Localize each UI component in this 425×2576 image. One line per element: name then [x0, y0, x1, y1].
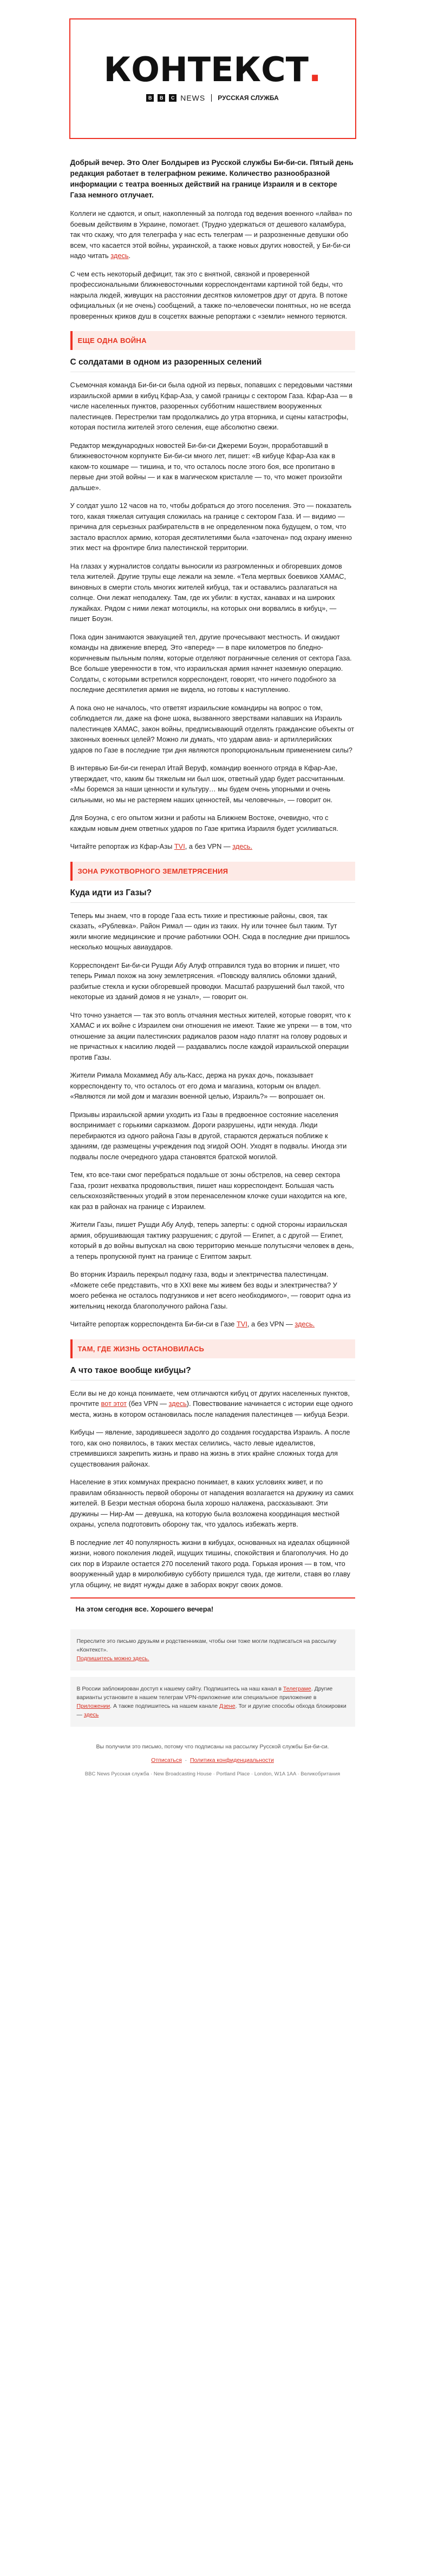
- section-2-paragraph-3: Что точно узнается — так это вопль отчаяния местных жителей, которые говорят, что к ХАМАС и их войне с Израилем они отношения не имеют. Такие же упреки — в том, что отношение за акции палестинских радикалов разом надо платят на голову родовых и не причастных к насилию людей — раздавались после каждой израильской операции против Газы.: [70, 1010, 352, 1061]
- section-heading-3: ТАМ, ГДЕ ЖИЗНЬ ОСТАНОВИЛАСЬ: [70, 1339, 355, 1358]
- section-1-paragraph-1: Съемочная команда Би-би-си была одной из первых, попавших с передовыми частями израильской армии в кибуц Кфар-Аза, у самой границы с сектором Газа. Кфар-Аза — в числе населенных пунктов, разоренных субботним нашествием вооруженных палестинцев. Перестрелки там продолжались до утра вторника, и сцены катастрофы, которая постигла жителей этого селения, еще абсолютно свежи.: [70, 381, 353, 431]
- section-heading-1: ЕЩЕ ОДНА ВОЙНА: [70, 331, 355, 350]
- logo-text: КОНТЕКСТ: [103, 50, 309, 89]
- logo-dot: .: [308, 50, 322, 89]
- section-2-paragraph-1: Теперь мы знаем, что в городе Газа есть тихие и престижные районы, своя, так сказать, «Рублевка». Район Римал — один из таких. Ну или точнее был таким. Тут жили многие медицинские и прочие работники ООН. Сюда в последние дни пришлось несколько мощных авиаударов.: [70, 911, 350, 951]
- masthead: [69, 18, 356, 139]
- bbc-separator: [211, 94, 212, 102]
- subscribe-link[interactable]: Подпишитесь можно здесь.: [76, 1655, 149, 1662]
- section-2-read-more: Читайте репортаж корреспондента Би-би-си в Газе TVI, а без VPN — здесь.: [70, 1320, 315, 1328]
- section-title-3: А что такое вообще кибуцы?: [70, 1366, 355, 1381]
- section-3-paragraph-3: Население в этих коммунах прекрасно понимает, в каких условиях живет, и по правилам обязанность первой обороны от нападения возлагается на дружину из самих жителей. В Беэри местная оборона была хорошо налажена, рассказывают. Эти дружины — Нир-Ам — девушка, на которую была возложена координация местной охраны, успела подготовить оборону так, что удалось избежать жертв.: [70, 1478, 354, 1528]
- section-2-paragraph-2: Корреспондент Би-би-си Рушди Абу Алуф отправился туда во вторник и пишет, что теперь Римал похож на зону землетрясения. «Повсюду валялись обломки зданий, разбитые стекла и куски обгоревшей проводки. Масштаб разрушений был такой, что некоторые из зданий домов я не узнал», — говорит он.: [70, 961, 345, 1001]
- section-title-1: С солдатами в одном из разоренных селений: [70, 358, 355, 372]
- footer-address: BBC News Русская служба · New Broadcasting House · Portland Place · London, W1A 1AA · Великобритания: [84, 1771, 341, 1777]
- section-body-2: [70, 910, 355, 1330]
- bbc-logo-box-b2: B: [158, 94, 165, 102]
- intro-link[interactable]: здесь: [110, 252, 129, 260]
- section-1-paragraph-5: Пока один занимаются эвакуацией тел, другие прочесывают местность. И ожидают команды на движение вперед. Это «вперед» — в паре километров по бледно-коричневым пыльным полям, которые отделяют пограничные селения от сектора Газа. Все больше уверенности в том, что израильская армия начнет наземную операцию. Солдаты, с которыми встретился корреспондент, говорят, что ничего подобного за последние десятилетия армия не видела, но готовы к наступлению.: [70, 632, 352, 693]
- access-notice: В России заблокирован доступ к нашему сайту. Подпишитесь на наш канал в Телеграме. Другие варианты установите в нашем телеграм VPN-приложение или специальное приложение в Приложении. А также подпишитесь на нашем канале Дзене. Tor и другие способы обхода блокировки — здесь: [70, 1677, 355, 1727]
- tor-link[interactable]: здесь: [83, 1712, 99, 1718]
- section-1-paragraph-8: Для Боуэна, с его опытом жизни и работы на Ближнем Востоке, очевидно, что с каждым новым днем ответных ударов по Газе критика Израиля будет усиливаться.: [70, 814, 338, 833]
- section-1-read-more: Читайте репортаж из Кфар-Азы TVI, а без VPN — здесь.: [70, 842, 253, 850]
- telegram-link[interactable]: Телеграме: [283, 1686, 311, 1692]
- section-1-paragraph-6: А пока оно не началось, что ответят израильские командиры на вопрос о том, соблюдается ли, даже на фоне шока, вызванного зверствами напавших на Израиль палестинцев ХАМАС, закон войны, предписывающий отделять гражданские объекты от законных военных целей? Можно ли думать, что ударам авиа- и артиллерийских ударов по Газе в последние три дня являются пропорциональным применением силы?: [70, 703, 355, 754]
- lede: Добрый вечер. Это Олег Болдырев из Русской службы Би-би-си. Пятый день редакция работает в телеграфном режиме. Количество разнообразной информации с театра военных действий на границе Израиля и в секторе Газа немного отлучает.: [70, 158, 354, 199]
- forward-notice: Переслите это письмо друзьям и родственникам, чтобы они тоже могли подписаться на рассылку «Контекст». Подпишитесь можно здесь.: [70, 1629, 355, 1670]
- section-2-paragraph-8: Во вторник Израиль перекрыл подачу газа, воды и электричества палестинцам. «Можете себе представить, что в XXI веке мы живем без воды и электричества? У моего ребенка не осталось подгузников и нет всего необходимого», — говорит одна из жительниц некогда благополучного района Газы.: [70, 1270, 351, 1310]
- signoff: На этом сегодня все. Хорошего вечера!: [70, 1597, 355, 1620]
- section-2-paragraph-4: Жители Римала Мохаммед Абу аль-Касс, держа на руках дочь, показывает корреспонденту то, что осталось от его дома и магазина, которым он владел. «Являются ли мой дом и магазин военной целью, Израиль?» — вопрошает он.: [70, 1071, 325, 1100]
- bbc-logo-box-b1: B: [146, 94, 154, 102]
- intro-paragraph-2: С чем есть некоторый дефицит, так это с внятной, связной и проверенной профессиональными ближневосточными корреспондентами картиной той беды, что накрыла людей, живущих на расстоянии десятков километров друг от друга. В потоке официальных (и не очень) сообщений, а также по-человечески понятных, но не всегда проверенных криков душ в соцсетях важные репортажи с «земли» немного теряются.: [70, 269, 351, 320]
- section-2-paragraph-6: Тем, кто все-таки смог перебраться подальше от зоны обстрелов, на север сектора Газа, грозит нехватка продовольствия, пишет наш корреспондент. Большая часть сельскохозяйственных угодий в этом перенаселенном клочке суши находится на юге, как раз в районах на границе с Израилем.: [70, 1171, 347, 1211]
- footer-links: Отписаться · Политика конфиденциальности: [151, 1757, 274, 1763]
- section-1-tv-link[interactable]: TVI: [174, 842, 185, 850]
- section-3-paragraph-4: В последние лет 40 популярность жизни в кибуцах, основанных на идеалах общинной жизни, нового поколения людей, ищущих тишины, спокойствия и благополучия. Но до сих пор в Израиле остается 270 поселений такого рода. Горькая ирония — в том, что вооруженный удар в миролюбивую субботу пришелся туда, где жители, ставя во главу угла общину, не видят нужды даже в заборах вокруг своих домов.: [70, 1538, 350, 1589]
- section-1-paragraph-2: Редактор международных новостей Би-би-си Джереми Боуэн, проработавший в ближневосточном корпункте Би-би-си много лет, пишет: «В кибуце Кфар-Аза как в каком-то кошмаре — тишина, и то, что осталось после этого боя, все пропитано в первые дни этой войны — и как в магическом кристалле — то, что может произойти дальше».: [70, 441, 342, 492]
- app-link[interactable]: Приложении: [76, 1703, 110, 1709]
- kibbutz-article-link[interactable]: вот этот: [101, 1399, 127, 1408]
- section-1-paragraph-7: В интервью Би-би-си генерал Итай Веруф, командир военного отряда в Кфар-Азе, утверждает, что, каким бы тяжелым ни был шок, ответный удар будет рассчитанным. «Мы боремся за наши ценности и культуру… мы будем очень упорными и очень сильными, но мы не растеряем наших ценностей, мы человечны», — говорит он.: [70, 764, 345, 804]
- intro-paragraph-1: Коллеги не сдаются, и опыт, накопленный за полгода год ведения военного «лайва» по боевым действиям в Украине, помогает. (Трудно удержаться от дешевого каламбура, так что скажу, что для телеграфа у нас есть телеграм — и разрозненные девушки обо всем, что касается этой войны, украинской, а также новых других новостей, у Би-би-си надо читать здесь.: [70, 209, 352, 260]
- privacy-link[interactable]: Политика конфиденциальности: [189, 1757, 274, 1763]
- bbc-logo-box-c: C: [169, 94, 176, 102]
- unsubscribe-link[interactable]: Отписаться: [151, 1757, 182, 1763]
- section-body-3: [70, 1388, 355, 1590]
- section-1-vpn-link[interactable]: здесь.: [232, 842, 253, 850]
- section-title-2: Куда идти из Газы?: [70, 888, 355, 903]
- section-2-vpn-link[interactable]: здесь.: [295, 1320, 315, 1328]
- section-3-paragraph-2: Кибуцы — явление, зародившееся задолго до создания государства Израиль. А после того, как оно появилось, в таких местах селились, часто левые идеалистов, стремившихся закрепить жизнь и право на жизнь в этих крайне сложных тогда для существования районах.: [70, 1428, 350, 1468]
- bbc-service-label: РУССКАЯ СЛУЖБА: [218, 94, 279, 102]
- kontekst-logo: [104, 50, 322, 89]
- bbc-branding: [70, 94, 355, 102]
- footer-reason: Вы получили это письмо, потому что подписаны на рассылку Русской службы Би-би-си.: [96, 1743, 329, 1750]
- section-2-paragraph-5: Призывы израильской армии уходить из Газы в предвоенное состояние населения воспринимает с горькими сарказмом. Дороги разрушены, идти некуда. Люди перебираются из одного района Газы в другой, стараются держаться поближе к зданиям, где размещены учреждения под эгидой ООН. Уходят в подвалы. Иногда эти подвалы после очередного удара становятся братской могилой.: [70, 1110, 347, 1161]
- bbc-news-label: NEWS: [180, 94, 206, 102]
- section-heading-2: ЗОНА РУКОТВОРНОГО ЗЕМЛЕТРЯСЕНИЯ: [70, 862, 355, 881]
- section-1-paragraph-3: У солдат ушло 12 часов на то, чтобы добраться до этого поселения. Это — показатель того, какая тяжелая ситуация сложилась на границе с сектором Газа. И — видимо — причина для серьезных разбирательств в не определенном пока будущем, о том, что застало врасплох армию, которая десятилетиями была «заточена» под охрану именно этих мест на фронтире близ палестинской территории.: [70, 501, 352, 552]
- footer: [70, 1743, 355, 1778]
- section-3-paragraph-1: Если вы не до конца понимаете, чем отличаются кибуц от других населенных пунктов, прочтите вот этот (без VPN — здесь). Повествование начинается с истории еще одного места, жизнь в котором остановилась после нападения палестинцев — кибуца Беэри.: [70, 1389, 353, 1418]
- kibbutz-vpn-link[interactable]: здесь: [168, 1399, 187, 1408]
- email-frame: [69, 0, 356, 1778]
- section-1-paragraph-4: На глазах у журналистов солдаты выносили из разгромленных и обгоревших домов тела жителей. Другие трупы еще лежали на земле. «Тела мертвых боевиков ХАМАС, виновных в смерти столь многих жителей кибуца, так и оставались разлагаться на солнце. Они лежат неподалеку. Там, где их убили: в кустах, канавах и на широких лужайках. Рядом с ними лежат мотоциклы, на которых они ворвались в кибуц», — пишет Боуэн.: [70, 562, 346, 623]
- section-2-tv-link[interactable]: TVI: [236, 1320, 247, 1328]
- section-body-1: [70, 380, 355, 852]
- section-2-paragraph-7: Жители Газы, пишет Рушди Абу Алуф, теперь заперты: с одной стороны израильская армия, обрушивающая тактику разрушения; с другой — Египет, а с другой — Египет, который в до войны выпускал на свою территорию меньше полутысячи человек в день, а теперь пропускной пункт на границе с Египтом закрыт.: [70, 1220, 354, 1260]
- intro-block: [70, 208, 355, 321]
- dzen-link[interactable]: Дзене: [219, 1703, 236, 1709]
- email-content: [69, 157, 356, 1778]
